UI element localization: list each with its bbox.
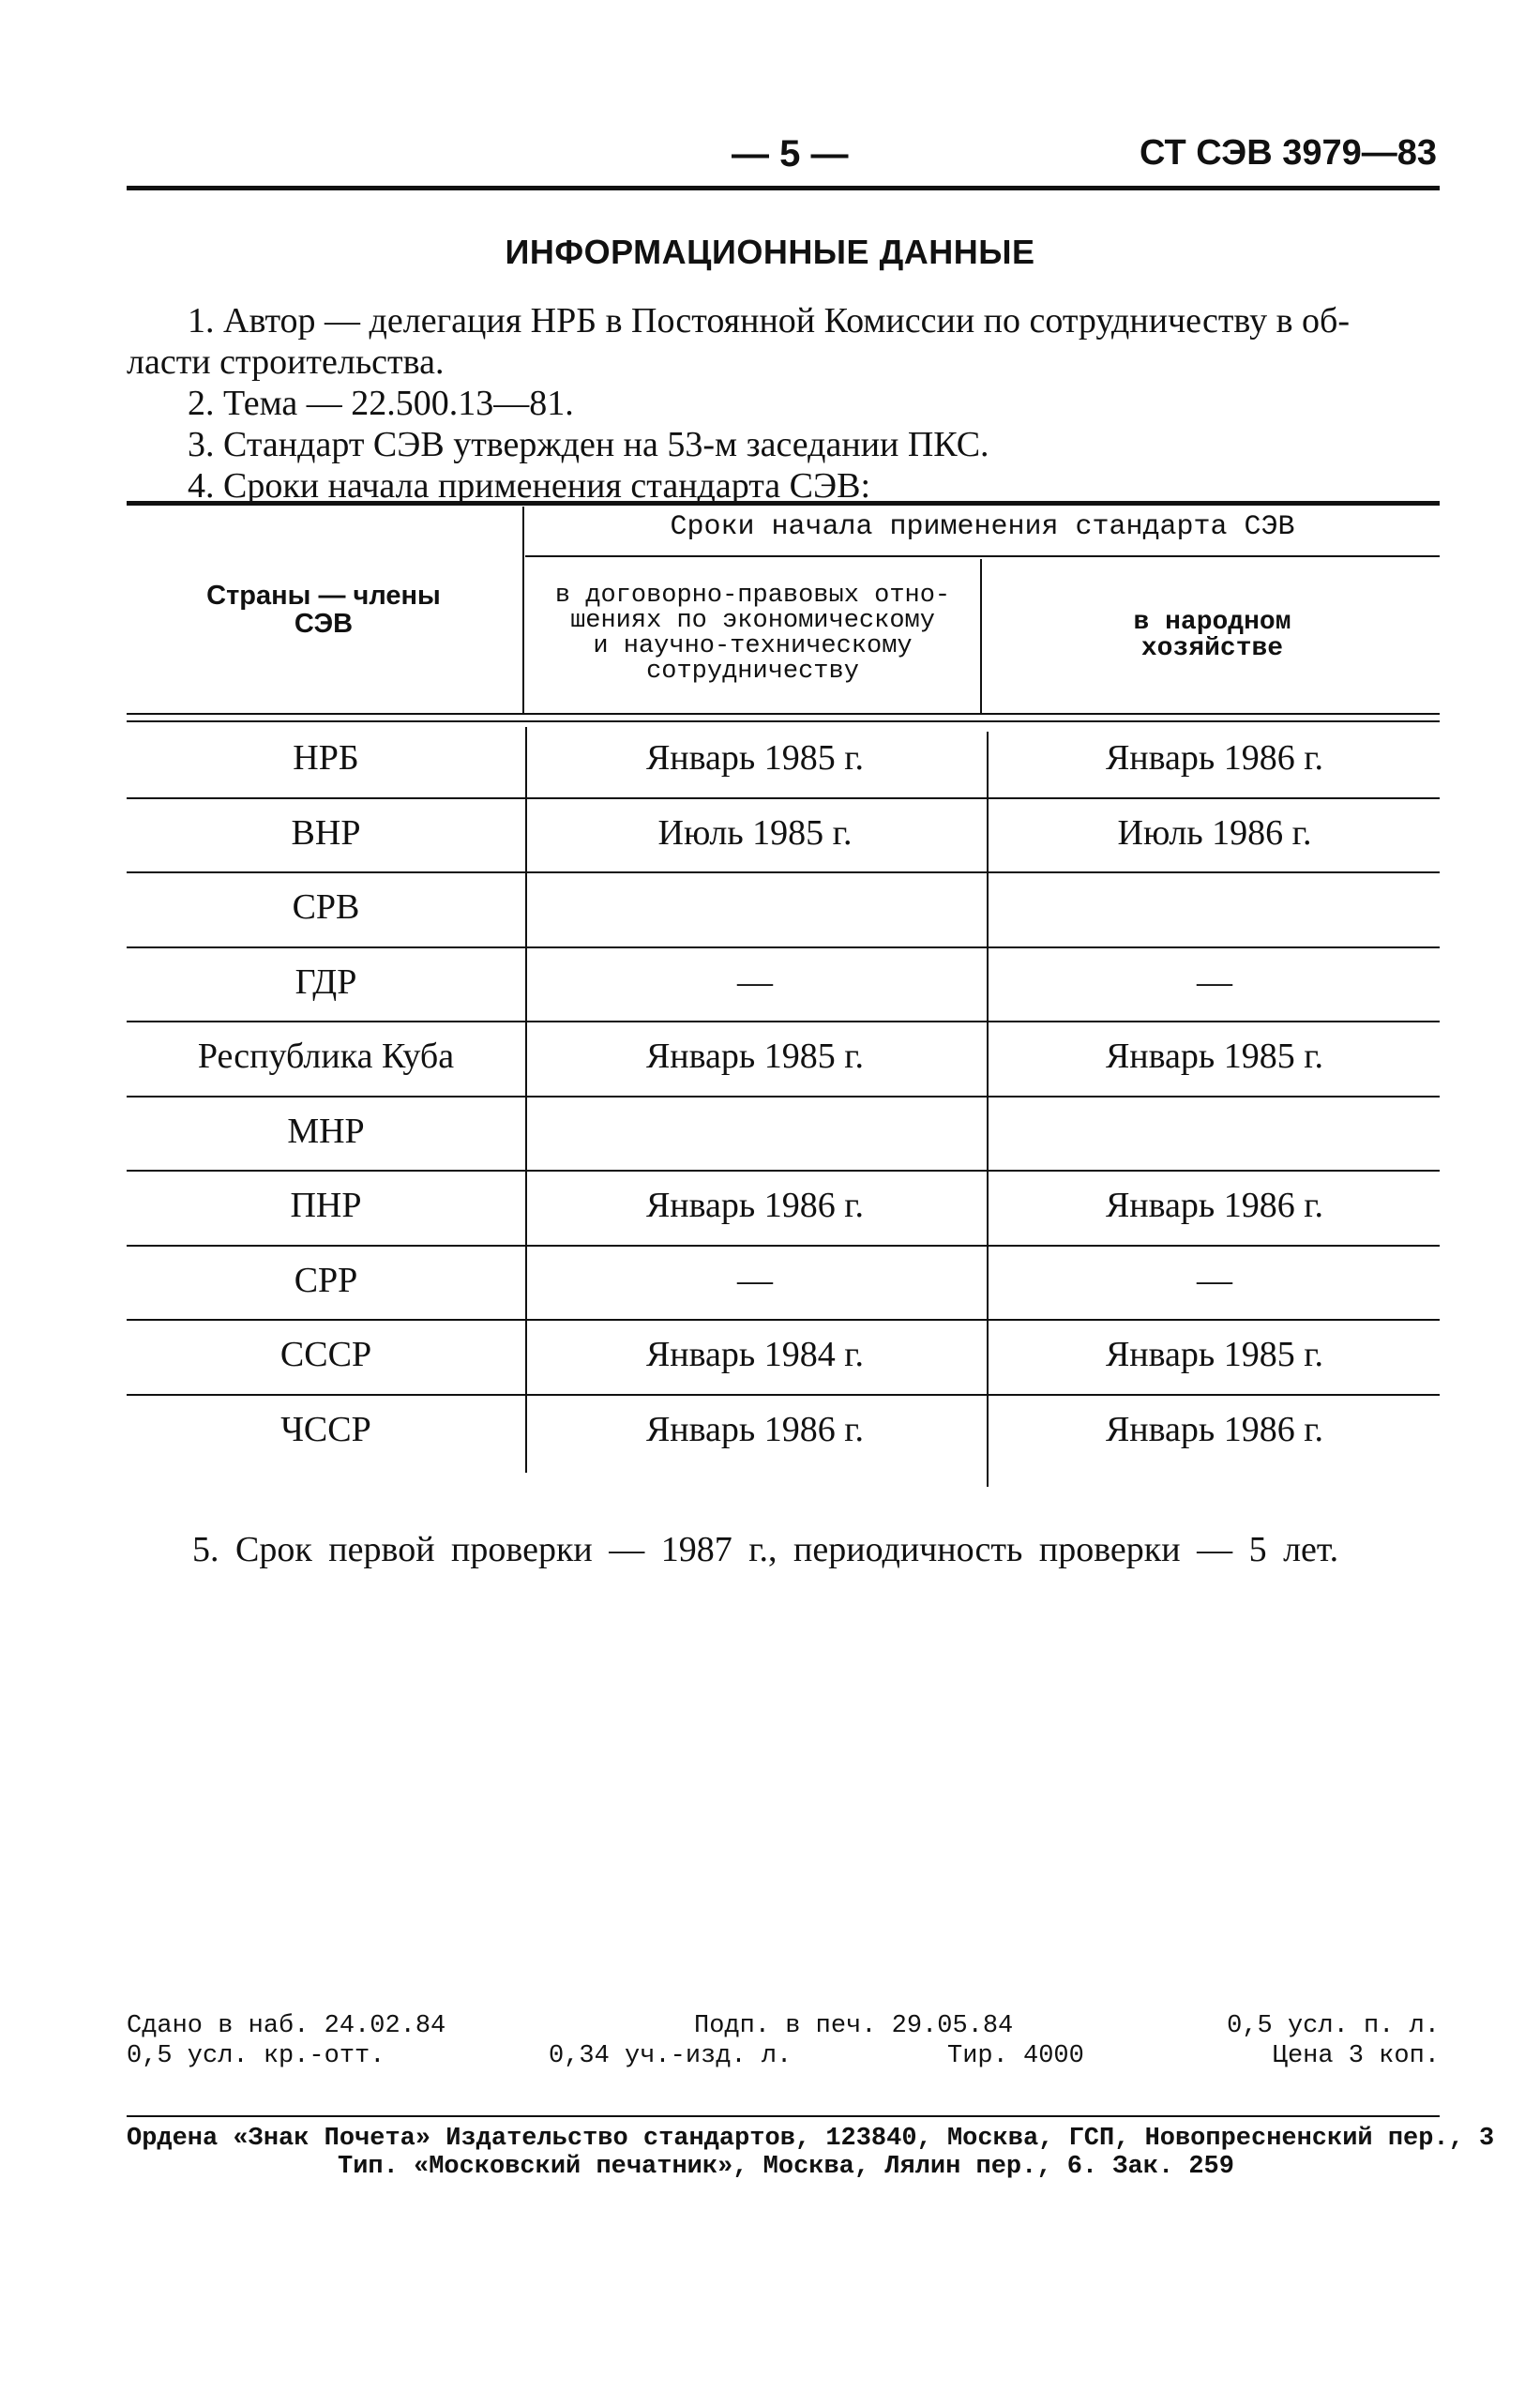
cell-contract-date: Январь 1984 г. [645, 1335, 865, 1374]
cell-country: НРБ [293, 738, 359, 778]
imprint-rule [127, 2115, 1440, 2117]
imprint-signed: Подп. в печ. 29.05.84 [694, 2012, 1014, 2040]
document-code: СТ СЭВ 3979—83 [1139, 133, 1437, 173]
table-top-rule [127, 501, 1440, 506]
cell-country: СРР [294, 1260, 358, 1300]
imprint-price: Цена 3 коп. [1272, 2042, 1440, 2070]
table-header-double-rule [127, 713, 1440, 722]
imprint-submitted: Сдано в наб. 24.02.84 [127, 2012, 446, 2040]
column-header-country-line: СЭВ [294, 609, 354, 639]
imprint-run: Тир. 4000 [947, 2042, 1084, 2070]
table-row [127, 724, 1440, 799]
cell-contract-date: Январь 1985 г. [645, 738, 865, 778]
cell-country: ЧССР [280, 1409, 371, 1449]
column-header-country [127, 582, 521, 638]
header-divider-1 [522, 507, 524, 715]
table-row [127, 1172, 1440, 1247]
header-divider-2 [980, 559, 982, 715]
column-header-contract-line: шениях по экономическому [570, 607, 935, 635]
column-header-national-line: хозяйстве [1140, 634, 1284, 663]
column-header-contract [525, 583, 980, 685]
cell-national-date: Январь 1986 г. [1105, 1409, 1324, 1449]
table-row [127, 1022, 1440, 1098]
cell-national-date: Июль 1986 г. [1117, 812, 1312, 853]
table-group-header: Сроки начала применения стандарта СЭВ [670, 511, 1295, 543]
column-header-country-line: Страны — члены [206, 581, 441, 611]
column-header-national-line: в народном [1133, 608, 1291, 637]
cell-contract-date: — [737, 1260, 773, 1300]
cell-country: ВНР [291, 812, 361, 853]
imprint-line-2 [127, 2042, 1440, 2072]
imprint-print-sheets: 0,5 усл. п. л. [1227, 2012, 1440, 2040]
page-number: — 5 — [732, 133, 849, 174]
table-row [127, 948, 1440, 1023]
cell-contract-date: — [737, 961, 773, 1002]
cell-country: ПНР [290, 1186, 362, 1225]
imprint-line-1 [127, 2012, 1440, 2042]
info-list [127, 300, 1440, 507]
cell-country: Республика Куба [197, 1037, 455, 1076]
info-item-1-continuation: ласти строительства. [127, 342, 445, 382]
cell-contract-date: Июль 1985 г. [657, 812, 853, 853]
cell-national-date: Январь 1986 г. [1105, 1186, 1324, 1225]
cell-national-date: Январь 1986 г. [1105, 738, 1324, 778]
info-item-5: 5. Срок первой проверки — 1987 г., периодичность проверки — 5 лет. [192, 1530, 1339, 1569]
page-title: ИНФОРМАЦИОННЫЕ ДАННЫЕ [505, 233, 1035, 271]
info-item-2: 2. Тема — 22.500.13—81. [188, 384, 574, 423]
publisher-info [127, 2125, 1495, 2181]
header-rule [127, 186, 1440, 190]
column-header-contract-line: и научно-техническому [593, 632, 913, 660]
table-row [127, 1247, 1440, 1322]
imprint-color-prints: 0,5 усл. кр.-отт. [127, 2042, 385, 2070]
cell-country: СССР [279, 1335, 372, 1374]
column-header-national [985, 610, 1440, 662]
publisher-line: Ордена «Знак Почета» Издательство стандартов, 123840, Москва, ГСП, Новопресненский пер., 3 [127, 2125, 1495, 2153]
column-header-contract-line: сотрудничеству [646, 658, 859, 686]
cell-national-date: — [1197, 1260, 1232, 1300]
cell-national-date: Январь 1985 г. [1105, 1037, 1324, 1076]
cell-country: МНР [287, 1111, 365, 1151]
cell-national-date: Январь 1985 г. [1105, 1335, 1324, 1374]
table-row [127, 1321, 1440, 1396]
cell-contract-date: Январь 1986 г. [645, 1409, 865, 1449]
table-row [127, 1098, 1440, 1173]
column-header-contract-line: в договорно-правовых отно- [554, 582, 951, 610]
printer-line: Тип. «Московский печатник», Москва, Лялин пер., 6. Зак. 259 [338, 2153, 1234, 2181]
info-item-1: 1. Автор — делегация НРБ в Постоянной Комиссии по сотрудничеству в об- [188, 301, 1351, 341]
cell-contract-date: Январь 1986 г. [645, 1186, 865, 1225]
table-body [127, 724, 1440, 1470]
table-row [127, 873, 1440, 948]
cell-contract-date: Январь 1985 г. [645, 1037, 865, 1076]
imprint-pub-sheets: 0,34 уч.-изд. л. [549, 2042, 793, 2070]
cell-national-date: — [1197, 961, 1232, 1002]
cell-country: ГДР [294, 961, 357, 1002]
table-row [127, 1396, 1440, 1471]
info-item-4: 4. Сроки начала применения стандарта СЭВ: [188, 466, 871, 506]
info-item-3: 3. Стандарт СЭВ утвержден на 53-м заседании ПКС. [188, 425, 989, 464]
table-row [127, 799, 1440, 874]
table-group-header-rule [525, 555, 1440, 557]
cell-country: СРВ [292, 887, 360, 927]
